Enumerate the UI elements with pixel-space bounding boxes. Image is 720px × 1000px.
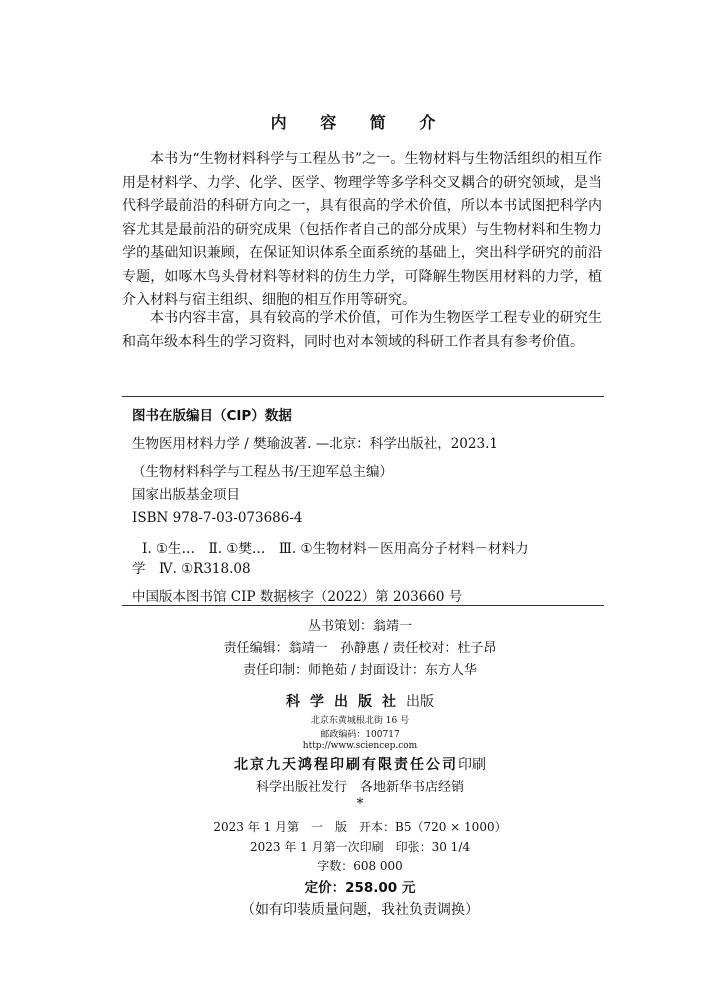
publisher-website: http://www.sciencep.com xyxy=(302,741,418,751)
cip-title: 图书在版编目（CIP）数据 xyxy=(132,408,292,424)
cip-line-series: （生物材料科学与工程丛书/王迎军总主编） xyxy=(132,464,394,480)
cip-line-isbn: ISBN 978-7-03-073686-4 xyxy=(132,510,303,526)
cip-line-fund: 国家出版基金项目 xyxy=(132,487,240,503)
cip-line-classification: Ⅰ. ①生… Ⅱ. ①樊… Ⅲ. ①生物材料－医用高分子材料－材料力 xyxy=(142,541,529,557)
distribution: 科学出版社发行 各地新华书店经销 xyxy=(255,780,464,795)
printer-line xyxy=(0,754,720,774)
cip-top-rule xyxy=(122,396,604,397)
price: 定价：258.00 元 xyxy=(304,880,416,896)
printer-logo: 北京九天鸿程印刷有限责任公司 xyxy=(234,757,458,773)
cip-bottom-rule xyxy=(122,605,604,606)
print-and-cover-design: 责任印制：师艳茹 / 封面设计：东方人华 xyxy=(243,663,477,678)
responsible-editors: 责任编辑：翁靖一 孙静惠 / 责任校对：杜子昂 xyxy=(223,641,497,656)
word-count: 字数：608 000 xyxy=(317,859,403,873)
cip-line-classification-cont: 学 Ⅳ. ①R318.08 xyxy=(132,561,251,577)
publisher-address: 北京东黄城根北街 16 号 xyxy=(310,716,410,726)
series-planner: 丛书策划：翁靖一 xyxy=(307,619,412,634)
publisher-logo: 科学出版社 xyxy=(286,694,406,710)
cip-line-record: 中国版本图书馆 CIP 数据核字（2022）第 203660 号 xyxy=(132,589,463,605)
summary-title: 内 容 简 介 xyxy=(270,113,450,132)
printer-suffix: 印刷 xyxy=(458,757,486,773)
separator-star: * xyxy=(356,796,364,812)
quality-notice: （如有印装质量问题，我社负责调换） xyxy=(241,902,479,918)
summary-paragraph-2: 本书内容丰富，具有较高的学术价值，可作为生物医学工程专业的研究生和高年级本科生的学习资料，同时也对本领域的科研工作者具有参考价值。 xyxy=(122,310,602,350)
cip-line-title: 生物医用材料力学 / 樊瑜波著. —北京：科学出版社，2023.1 xyxy=(132,436,498,452)
publisher-suffix: 出版 xyxy=(406,694,434,710)
edition-line-2: 2023 年 1 月第一次印刷 印张：30 1/4 xyxy=(249,840,470,854)
summary-paragraph-1: 本书为“生物材料科学与工程丛书”之一。生物材料与生物活组织的相互作用是材料学、力学、化学、医学、物理学等多学科交叉耦合的研究领域，是当代科学最前沿的科研方向之一，具有很高的学术价值，所以本书试图把科学内容尤其是最前沿的研究成果（包括作者自己的部分成果）与生物材料和生物力学的基础知识兼顾，在保证知识体系全面系统的基础上，突出科学研究的前沿专题，如啄木鸟头骨材料等材料的仿生力学，可降解生物医用材料的力学，植介入材料与宿主组织、细胞的相互作用等研究。 xyxy=(122,151,602,308)
edition-line-1: 2023 年 1 月第 一 版 开本：B5（720 × 1000） xyxy=(213,820,507,834)
publisher-postcode: 邮政编码：100717 xyxy=(320,730,400,740)
publisher-line xyxy=(0,691,720,711)
